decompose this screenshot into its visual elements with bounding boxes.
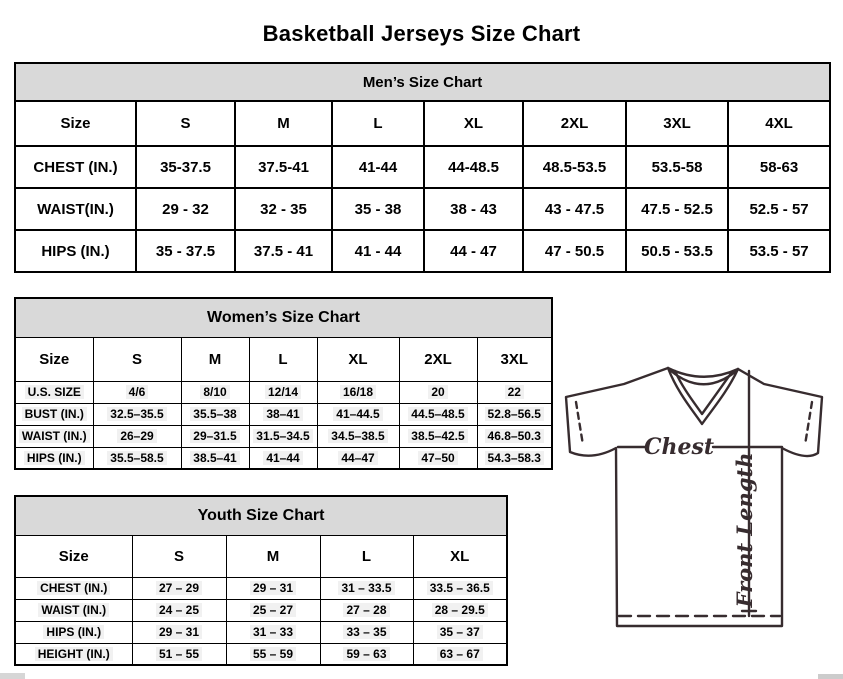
scrollbar-fragment-left[interactable] [0, 673, 25, 679]
youth-table-row [15, 599, 507, 621]
womens-size-value-text: 12/14 [265, 385, 301, 399]
womens-row-label-text: HIPS (IN.) [24, 451, 85, 465]
youth-size-value-text: 28 – 29.5 [432, 603, 488, 617]
mens-size-value: 32 - 35 [235, 188, 332, 230]
womens-table-row [15, 381, 552, 403]
womens-size-value [399, 381, 477, 403]
womens-column-header: L [249, 337, 317, 381]
youth-row-label [15, 643, 132, 665]
womens-size-value-text: 46.8–50.3 [485, 429, 544, 443]
youth-size-value [226, 643, 320, 665]
right-cuff-dash-line [805, 402, 812, 445]
womens-row-label [15, 425, 93, 447]
mens-column-header: XL [424, 101, 523, 146]
youth-size-value [320, 621, 413, 643]
mens-size-value: 53.5 - 57 [728, 230, 830, 272]
youth-size-table [14, 495, 508, 666]
mens-size-value: 29 - 32 [136, 188, 235, 230]
womens-size-value [317, 403, 399, 425]
youth-row-label-text: WAIST (IN.) [38, 603, 109, 617]
womens-size-value-text: 54.3–58.3 [485, 451, 544, 465]
mens-size-value: 41-44 [332, 146, 424, 188]
youth-size-value [320, 599, 413, 621]
youth-size-value [132, 643, 226, 665]
mens-column-header: 4XL [728, 101, 830, 146]
womens-size-value-text: 35.5–58.5 [107, 451, 166, 465]
mens-size-value: 43 - 47.5 [523, 188, 626, 230]
womens-column-header: XL [317, 337, 399, 381]
mens-table-row [15, 188, 830, 230]
mens-size-value: 48.5-53.5 [523, 146, 626, 188]
womens-size-value [399, 447, 477, 469]
mens-size-value: 47.5 - 52.5 [626, 188, 728, 230]
youth-size-value [132, 577, 226, 599]
womens-column-header: 3XL [477, 337, 552, 381]
youth-row-label-text: HEIGHT (IN.) [35, 647, 113, 661]
mens-size-value: 41 - 44 [332, 230, 424, 272]
youth-column-header: XL [413, 535, 507, 577]
womens-size-value-text: 31.5–34.5 [253, 429, 312, 443]
womens-size-value-text: 35.5–38 [190, 407, 239, 421]
youth-row-label [15, 577, 132, 599]
womens-column-header: S [93, 337, 181, 381]
womens-size-value [477, 403, 552, 425]
youth-column-header: Size [15, 535, 132, 577]
youth-table-title: Youth Size Chart [15, 496, 507, 535]
womens-size-value [399, 425, 477, 447]
mens-size-value: 35 - 37.5 [136, 230, 235, 272]
chest-label: Chest [643, 434, 715, 460]
page-title: Basketball Jerseys Size Chart [262, 20, 581, 46]
mens-column-header: L [332, 101, 424, 146]
womens-size-value-text: 34.5–38.5 [328, 429, 387, 443]
jersey-outline [566, 368, 822, 626]
womens-size-value [181, 381, 249, 403]
mens-size-value: 44 - 47 [424, 230, 523, 272]
womens-size-value-text: 4/6 [126, 385, 149, 399]
mens-size-value: 37.5-41 [235, 146, 332, 188]
womens-size-value-text: 41–44 [263, 451, 302, 465]
youth-size-value-text: 51 – 55 [156, 647, 202, 661]
womens-size-table [14, 297, 553, 470]
youth-row-label-text: HIPS (IN.) [43, 625, 104, 639]
youth-size-value-text: 25 – 27 [250, 603, 296, 617]
womens-size-value [317, 447, 399, 469]
youth-size-value [226, 577, 320, 599]
youth-size-value [132, 621, 226, 643]
womens-size-value-text: 44–47 [338, 451, 377, 465]
youth-size-value [320, 643, 413, 665]
womens-row-label [15, 403, 93, 425]
womens-size-value [93, 403, 181, 425]
womens-column-header: 2XL [399, 337, 477, 381]
youth-table-row [15, 577, 507, 599]
youth-size-value [132, 599, 226, 621]
mens-size-value: 44-48.5 [424, 146, 523, 188]
womens-size-value [317, 381, 399, 403]
youth-row-label [15, 621, 132, 643]
mens-table-row [15, 230, 830, 272]
mens-row-label: HIPS (IN.) [15, 230, 136, 272]
youth-column-header: L [320, 535, 413, 577]
womens-size-value-text: 38.5–42.5 [408, 429, 467, 443]
youth-size-value-text: 29 – 31 [250, 581, 296, 595]
womens-size-value [399, 403, 477, 425]
jersey-measurement-diagram [556, 365, 836, 660]
mens-size-value: 38 - 43 [424, 188, 523, 230]
womens-size-value-text: 41–44.5 [333, 407, 382, 421]
mens-size-value: 47 - 50.5 [523, 230, 626, 272]
womens-size-value [249, 381, 317, 403]
womens-table-row [15, 403, 552, 425]
mens-column-header: 2XL [523, 101, 626, 146]
youth-size-value-text: 63 – 67 [437, 647, 483, 661]
womens-size-value [249, 403, 317, 425]
womens-size-value-text: 8/10 [200, 385, 229, 399]
mens-size-table [14, 62, 831, 273]
womens-size-value-text: 44.5–48.5 [408, 407, 467, 421]
womens-size-value [477, 381, 552, 403]
womens-column-header: Size [15, 337, 93, 381]
womens-size-value-text: 22 [505, 385, 524, 399]
mens-size-value: 35-37.5 [136, 146, 235, 188]
youth-size-value [413, 643, 507, 665]
youth-size-value [413, 577, 507, 599]
youth-table-row [15, 621, 507, 643]
womens-size-value-text: 20 [428, 385, 447, 399]
youth-size-value [320, 577, 413, 599]
front-length-label: Front Length [732, 452, 757, 608]
womens-size-value [477, 425, 552, 447]
womens-size-value [181, 425, 249, 447]
womens-size-value [249, 425, 317, 447]
youth-size-value [226, 599, 320, 621]
youth-size-value-text: 29 – 31 [156, 625, 202, 639]
womens-table-row [15, 447, 552, 469]
youth-size-value-text: 55 – 59 [250, 647, 296, 661]
youth-size-value [413, 621, 507, 643]
womens-column-header: M [181, 337, 249, 381]
womens-size-value-text: 32.5–35.5 [107, 407, 166, 421]
mens-column-header: Size [15, 101, 136, 146]
mens-column-header: M [235, 101, 332, 146]
youth-size-value-text: 35 – 37 [437, 625, 483, 639]
left-cuff-dash-line [576, 402, 583, 445]
youth-size-value-text: 27 – 29 [156, 581, 202, 595]
youth-size-value-text: 31 – 33.5 [338, 581, 394, 595]
youth-size-value-text: 33.5 – 36.5 [427, 581, 493, 595]
scrollbar-fragment-right[interactable] [818, 674, 843, 679]
youth-size-value-text: 27 – 28 [343, 603, 389, 617]
womens-size-value [477, 447, 552, 469]
womens-row-label [15, 381, 93, 403]
mens-table-title: Men’s Size Chart [15, 63, 830, 101]
mens-size-value: 58-63 [728, 146, 830, 188]
womens-size-value [181, 403, 249, 425]
mens-row-label: WAIST(IN.) [15, 188, 136, 230]
mens-size-value: 52.5 - 57 [728, 188, 830, 230]
youth-size-value [413, 599, 507, 621]
womens-row-label-text: BUST (IN.) [22, 407, 87, 421]
youth-size-value-text: 33 – 35 [343, 625, 389, 639]
womens-row-label [15, 447, 93, 469]
womens-size-value-text: 38–41 [263, 407, 302, 421]
mens-size-value: 50.5 - 53.5 [626, 230, 728, 272]
mens-size-value: 53.5-58 [626, 146, 728, 188]
mens-size-value: 37.5 - 41 [235, 230, 332, 272]
youth-row-label-text: CHEST (IN.) [37, 581, 110, 595]
womens-size-value [93, 425, 181, 447]
youth-table-row [15, 643, 507, 665]
womens-size-value [93, 381, 181, 403]
youth-column-header: S [132, 535, 226, 577]
womens-row-label-text: WAIST (IN.) [19, 429, 90, 443]
mens-row-label: CHEST (IN.) [15, 146, 136, 188]
youth-size-value-text: 31 – 33 [250, 625, 296, 639]
womens-size-value [249, 447, 317, 469]
womens-size-value-text: 29–31.5 [190, 429, 239, 443]
womens-table-row [15, 425, 552, 447]
womens-size-value-text: 52.8–56.5 [485, 407, 544, 421]
womens-size-value-text: 47–50 [418, 451, 457, 465]
mens-size-value: 35 - 38 [332, 188, 424, 230]
mens-table-row [15, 146, 830, 188]
youth-size-value-text: 59 – 63 [343, 647, 389, 661]
womens-size-value [317, 425, 399, 447]
womens-size-value-text: 26–29 [117, 429, 156, 443]
womens-size-value-text: 16/18 [340, 385, 376, 399]
youth-row-label [15, 599, 132, 621]
youth-column-header: M [226, 535, 320, 577]
mens-column-header: 3XL [626, 101, 728, 146]
mens-column-header: S [136, 101, 235, 146]
womens-size-value-text: 38.5–41 [190, 451, 239, 465]
youth-size-value-text: 24 – 25 [156, 603, 202, 617]
youth-size-value [226, 621, 320, 643]
womens-table-title: Women’s Size Chart [15, 298, 552, 337]
womens-size-value [93, 447, 181, 469]
womens-row-label-text: U.S. SIZE [25, 385, 84, 399]
womens-size-value [181, 447, 249, 469]
